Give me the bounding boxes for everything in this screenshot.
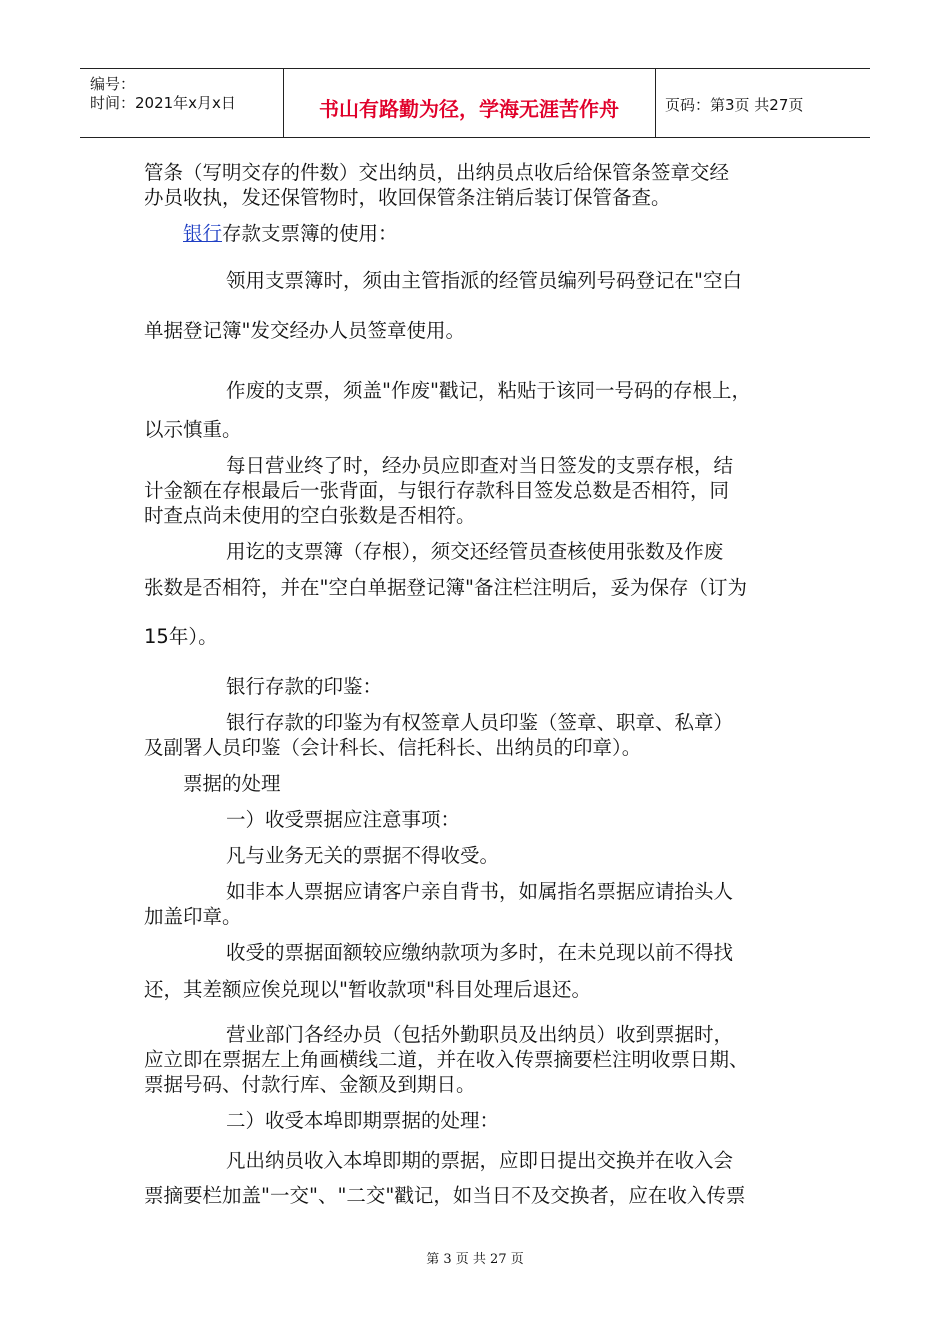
section-heading: [183, 224, 398, 244]
number-label: 编号：: [90, 75, 136, 93]
subsection-heading: 二）收受本埠即期票据的处理：: [226, 1109, 500, 1132]
paragraph-line: 15年）。: [144, 625, 218, 648]
paragraph-line: 凡出纳员收入本埠即期的票据，应即日提出交换并在收入会: [226, 1149, 734, 1172]
section-heading: 票据的处理: [183, 772, 281, 795]
header-table: [80, 68, 870, 138]
section-heading-text: 存款支票簿的使用：: [222, 222, 398, 245]
page-number-label: 页码：第3页 共27页: [665, 96, 804, 114]
paragraph-line: 应立即在票据左上角画横线二道，并在收入传票摘要栏注明收票日期、: [144, 1048, 749, 1071]
time-label: 时间：2021年x月x日: [90, 94, 236, 112]
paragraph-line: 凡与业务无关的票据不得收受。: [226, 844, 500, 867]
paragraph-line: 票摘要栏加盖"一交"、"二交"戳记，如当日不及交换者，应在收入传票: [144, 1184, 746, 1207]
paragraph-line: 每日营业终了时，经办员应即查对当日签发的支票存根，结: [226, 454, 734, 477]
paragraph-line: 还，其差额应俟兑现以"暂收款项"科目处理后退还。: [144, 978, 591, 1001]
header-left-cell: [80, 69, 284, 137]
bank-link[interactable]: 银行: [183, 222, 223, 245]
paragraph-line: 收受的票据面额较应缴纳款项为多时，在未兑现以前不得找: [226, 941, 734, 964]
header-center-cell: [283, 69, 656, 137]
paragraph-line: 单据登记簿"发交经办人员签章使用。: [144, 319, 465, 342]
header-motto: 书山有路勤为径，学海无涯苦作舟: [319, 97, 619, 121]
paragraph-line: 计金额在存根最后一张背面，与银行存款科目签发总数是否相符，同: [144, 479, 730, 502]
paragraph-line: 及副署人员印鉴（会计科长、信托科长、出纳员的印章）。: [144, 736, 642, 759]
paragraph-line: 时查点尚未使用的空白张数是否相符。: [144, 504, 476, 527]
paragraph-line: 营业部门各经办员（包括外勤职员及出纳员）收到票据时，: [226, 1023, 734, 1046]
paragraph-line: 办员收执，发还保管物时，收回保管条注销后装订保管备查。: [144, 186, 671, 209]
paragraph-line: 加盖印章。: [144, 905, 242, 928]
page-footer: 第 3 页 共 27 页: [426, 1252, 524, 1267]
paragraph-line: 票据号码、付款行库、金额及到期日。: [144, 1073, 476, 1096]
header-right-cell: [655, 69, 870, 137]
paragraph-line: 张数是否相符，并在"空白单据登记簿"备注栏注明后，妥为保存（订为: [144, 576, 747, 599]
paragraph-line: 领用支票簿时，须由主管指派的经管员编列号码登记在"空白: [226, 269, 742, 292]
paragraph-line: 银行存款的印鉴为有权签章人员印鉴（签章、职章、私章）: [226, 711, 734, 734]
paragraph-line: 作废的支票，须盖"作废"戳记，粘贴于该同一号码的存根上，: [226, 379, 751, 402]
paragraph-line: 管条（写明交存的件数）交出纳员，出纳员点收后给保管条签章交经: [144, 161, 730, 184]
subsection-heading: 一）收受票据应注意事项：: [226, 808, 461, 831]
paragraph-line: 用讫的支票簿（存根），须交还经管员查核使用张数及作废: [226, 540, 724, 563]
paragraph-line: 以示慎重。: [144, 418, 242, 441]
section-heading: 银行存款的印鉴：: [226, 675, 383, 698]
paragraph-line: 如非本人票据应请客户亲自背书，如属指名票据应请抬头人: [226, 880, 734, 903]
